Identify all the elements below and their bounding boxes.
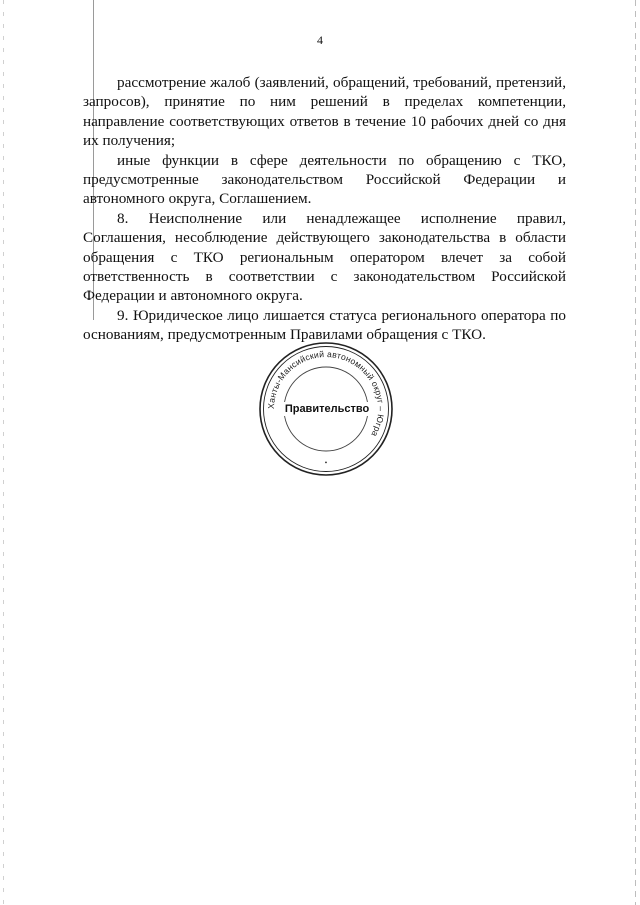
paragraph-complaints: рассмотрение жалоб (заявлений, обращений, требований, претензий, запросов), принятие по ним решений в пределах компетенции, направление соответствующих ответов в течение 10 рабочих дней со дня их получения;	[83, 74, 566, 150]
paragraph-other-functions: иные функции в сфере деятельности по обращению с ТКО, предусмотренные законодательством Российской Федерации и автономного округа, Соглашением.	[83, 151, 566, 208]
paragraph-9-status-loss: 9. Юридическое лицо лишается статуса регионального оператора по основаниям, предусмотренным Правилами обращения с ТКО.	[83, 306, 566, 344]
paragraph-8-liability: 8. Неисполнение или ненадлежащее исполнение правил, Соглашения, несоблюдение действующего законодательства в области обращения с ТКО региональным оператором влечет за собой ответственность в соответствии с законодательством Российской Федерации и автономного округа.	[83, 209, 566, 305]
scan-edge-right	[635, 0, 636, 905]
seal-ring-text: Ханты-Мансийский автономный округ – Югра	[265, 348, 387, 439]
page-number: 4	[317, 33, 323, 47]
scan-edge-left	[3, 0, 4, 905]
seal-title: Правительство	[284, 403, 370, 415]
document-body	[83, 73, 566, 345]
svg-text:•: •	[324, 459, 328, 467]
official-seal	[257, 340, 395, 478]
